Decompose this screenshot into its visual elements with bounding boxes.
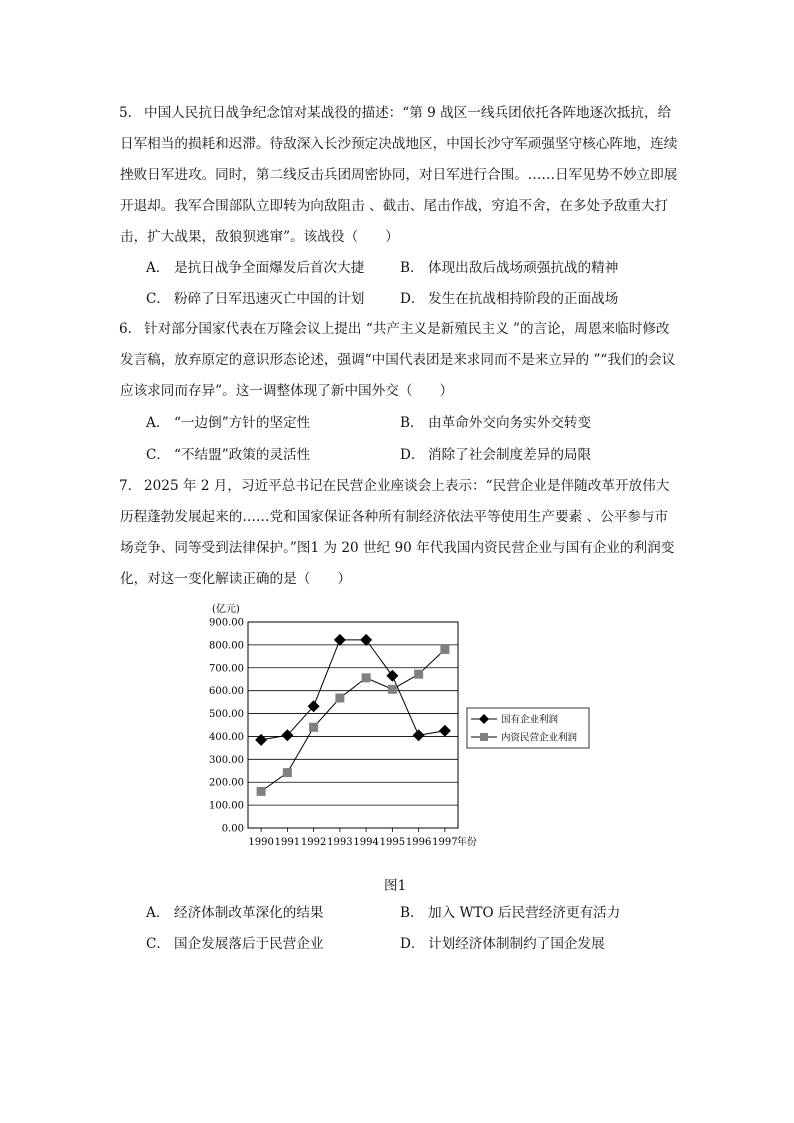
option-text: 体现出敌后战场顽强抗战的精神 [428,260,619,276]
option-text: 由革命外交向务实外交转变 [428,415,592,431]
y-tick-label: 0.00 [221,823,244,835]
question-number: 5． [119,105,142,121]
option-6b[interactable] [400,413,591,433]
option-letter: A． [146,260,170,276]
data-point-diamond [386,670,398,682]
option-letter: B． [400,905,424,921]
question-stem: 2025 年 2 月，习近平总书记在民营企业座谈会上表示：“民营企业是伴随改革开放伟大历程蓬勃发展起来的……党和国家保证各种所有制经济依法平等使用生产要素 、公平参与市场竞争、同等受到法律保护。”图1 为 20 世纪 90 年代我国内资民营企业与国有企业的利润变化，对这一变化解读正确的是（ ） [120,478,675,587]
x-axis-label: 年份 [456,837,477,848]
legend-label: 内资民营企业利润 [501,732,578,744]
question-7-text [120,471,680,595]
option-letter: D． [400,291,425,307]
option-7d[interactable] [400,934,605,954]
option-letter: D． [400,447,425,463]
option-letter: A． [146,415,170,431]
data-point-square [440,645,449,654]
question-6 [120,314,680,407]
option-text: 计划经济体制制约了国企发展 [428,936,605,952]
y-tick-label: 900.00 [209,617,244,629]
x-tick-label: 1991 [274,837,301,848]
question-7 [120,471,680,595]
profit-line-chart [200,598,600,860]
data-point-square [283,768,292,777]
question-6-text [120,314,680,407]
legend-label: 国有企业利润 [501,714,559,726]
x-tick-label: 1992 [300,837,327,848]
figure-caption: 图1 [384,878,407,894]
y-tick-label: 600.00 [209,686,244,698]
option-5c[interactable] [146,289,364,309]
option-text: 粉碎了日军迅速灭亡中国的计划 [174,291,365,307]
data-point-square [414,670,423,679]
option-text: “一边倒”方针的坚定性 [174,415,311,431]
option-text: 是抗日战争全面爆发后首次大捷 [174,260,365,276]
option-letter: D． [400,936,425,952]
option-7a[interactable] [146,903,324,923]
y-tick-label: 700.00 [209,663,244,675]
option-letter: B． [400,415,424,431]
option-6c[interactable] [146,445,310,465]
option-5d[interactable] [400,289,618,309]
option-6a[interactable] [146,413,310,433]
data-point-square [335,693,344,702]
x-tick-label: 1997 [432,837,458,848]
option-5b[interactable] [400,258,618,278]
question-5-text [120,98,680,253]
data-point-square [257,787,266,796]
option-5a[interactable] [146,258,364,278]
question-number: 6． [119,321,142,337]
y-tick-label: 100.00 [209,800,244,812]
question-stem: 中国人民抗日战争纪念馆对某战役的描述：“第 9 战区一线兵团依托各阵地逐次抵抗，给日军相当的损耗和迟滞。待敌深入长沙预定决战地区，中国长沙守军顽强坚守核心阵地，连续挫败日军进攻。同时，第二线反击兵团周密协同，对日军进行合围。……日军见势不妙立即展开退却。我军合围部队立即转为向敌阻击 、截击、尾击作战，穷追不舍，在多处予敌重大打击，扩大战果，敌狼狈逃窜”。该战役（ ） [120,105,678,245]
question-number: 7． [119,478,142,494]
data-point-diamond [360,634,372,646]
option-text: 发生在抗战相持阶段的正面战场 [428,291,619,307]
option-letter: C． [146,936,170,952]
y-tick-label: 500.00 [209,709,244,721]
option-6d[interactable] [400,445,591,465]
option-text: 消除了社会制度差异的局限 [428,447,592,463]
option-letter: C． [146,447,170,463]
y-tick-label: 200.00 [209,777,244,789]
legend-marker-square [480,733,488,741]
question-stem: 针对部分国家代表在万隆会议上提出 “共产主义是新殖民主义 ”的言论，周恩来临时修改发言稿，放弃原定的意识形态论述，强调“中国代表团是来求同而不是来立异的 ”“我们的会议应该求同而存异”。这一调整体现了新中国外交（ ） [120,321,676,399]
series-line-1 [261,640,445,740]
x-tick-label: 1990 [248,837,274,848]
option-text: 经济体制改革深化的结果 [174,905,324,921]
y-axis-label: (亿元) [212,604,240,615]
data-point-square [309,723,318,732]
data-point-square [388,685,397,694]
x-tick-label: 1994 [353,837,379,848]
data-point-diamond [334,634,346,646]
option-7c[interactable] [146,934,324,954]
option-letter: B． [400,260,424,276]
data-point-diamond [439,725,451,737]
option-text: “不结盟”政策的灵活性 [174,447,311,463]
plot-border [248,622,458,828]
x-tick-label: 1996 [405,837,432,848]
option-letter: C． [146,291,170,307]
y-tick-label: 400.00 [209,731,244,743]
question-5 [120,98,680,253]
option-text: 加入 WTO 后民营经济更有活力 [428,905,621,921]
data-point-diamond [255,734,267,746]
option-7b[interactable] [400,903,620,923]
y-tick-label: 300.00 [209,754,244,766]
x-tick-label: 1995 [379,837,406,848]
option-text: 国企发展落后于民营企业 [174,936,324,952]
data-point-square [362,673,371,682]
y-tick-label: 800.00 [209,640,244,652]
x-tick-label: 1993 [327,837,353,848]
data-point-diamond [413,729,425,741]
option-letter: A． [146,905,170,921]
